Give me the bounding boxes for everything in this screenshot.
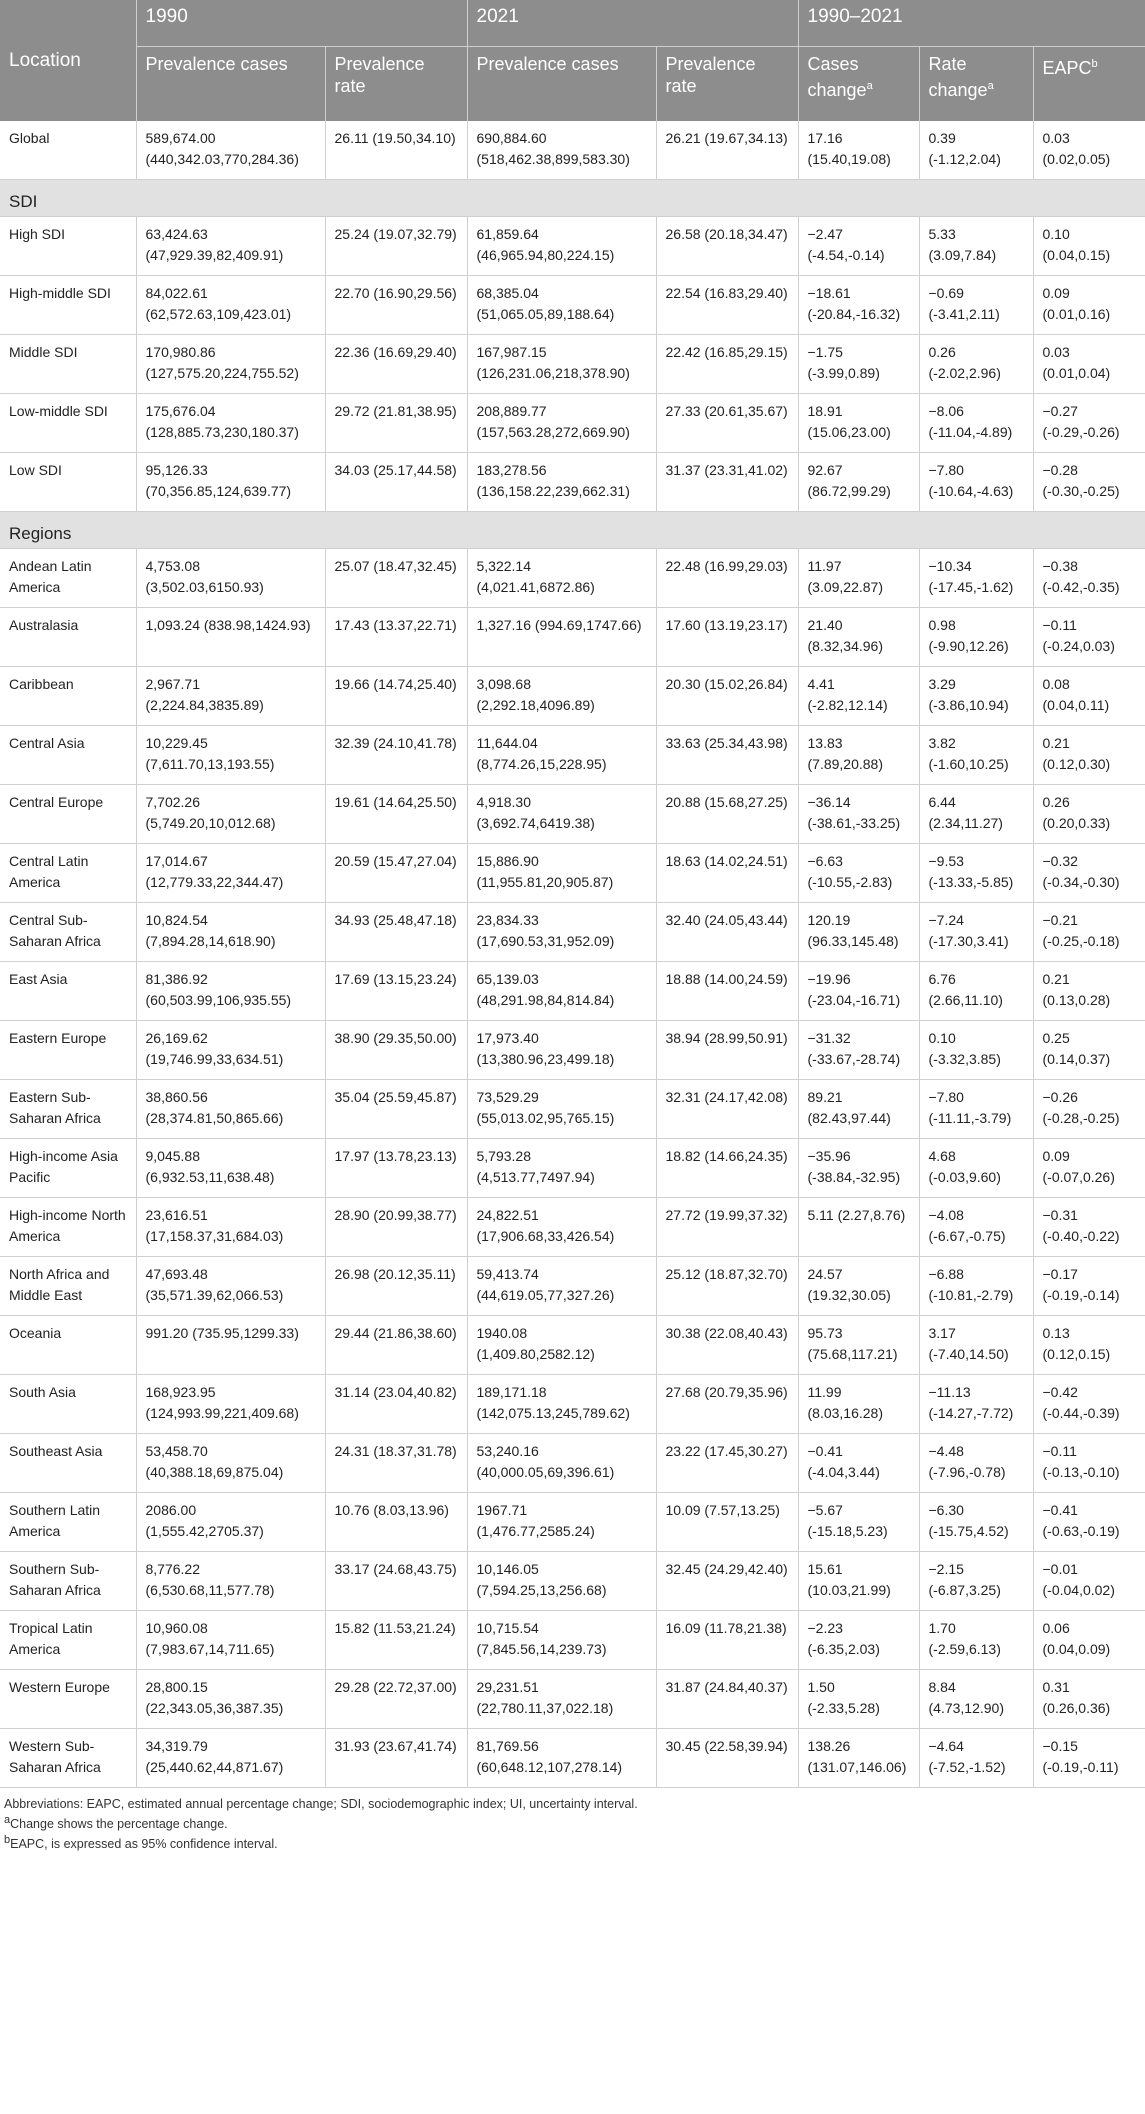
rate-1990-cell: 17.97 (13.78,23.13): [325, 1139, 467, 1198]
cases-change-cell: 95.73 (75.68,117.21): [798, 1316, 919, 1375]
footnote-b: $^b$EAPC, is expressed as 95% confidence interval.: [4, 1834, 278, 1852]
eapc-cell: 0.03 (0.02,0.05): [1033, 121, 1145, 180]
rate-2021-cell: 27.68 (20.79,35.96): [656, 1375, 798, 1434]
cases-change-cell: 21.40 (8.32,34.96): [798, 608, 919, 667]
cases-change-cell: 138.26 (131.07,146.06): [798, 1729, 919, 1788]
eapc-cell: −0.11 (-0.13,-0.10): [1033, 1434, 1145, 1493]
cases-2021-cell: 1,327.16 (994.69,1747.66): [467, 608, 656, 667]
location-cell: Southern Sub-Saharan Africa: [0, 1552, 136, 1611]
cases-2021-cell: 23,834.33 (17,690.53,31,952.09): [467, 903, 656, 962]
location-cell: Central Asia: [0, 726, 136, 785]
table-row: [0, 453, 1145, 512]
location-cell: Central Europe: [0, 785, 136, 844]
rate-1990-cell: 17.69 (13.15,23.24): [325, 962, 467, 1021]
rate-change-cell: −10.34 (-17.45,-1.62): [919, 549, 1033, 608]
rate-change-cell: 4.68 (-0.03,9.60): [919, 1139, 1033, 1198]
cases-change-cell: −2.47 (-4.54,-0.14): [798, 217, 919, 276]
cases-1990-cell: 81,386.92 (60,503.99,106,935.55): [136, 962, 325, 1021]
cases-2021-cell: 5,322.14 (4,021.41,6872.86): [467, 549, 656, 608]
rate-1990-cell: 25.24 (19.07,32.79): [325, 217, 467, 276]
rate-change-cell: −11.13 (-14.27,-7.72): [919, 1375, 1033, 1434]
rate-2021-cell: 18.63 (14.02,24.51): [656, 844, 798, 903]
cases-1990-cell: 63,424.63 (47,929.39,82,409.91): [136, 217, 325, 276]
eapc-cell: 0.09 (0.01,0.16): [1033, 276, 1145, 335]
year-1990-header: 1990: [136, 0, 467, 47]
cases-2021-cell: 81,769.56 (60,648.12,107,278.14): [467, 1729, 656, 1788]
rate-2021-cell: 26.21 (19.67,34.13): [656, 121, 798, 180]
cases-change-cell: −1.75 (-3.99,0.89): [798, 335, 919, 394]
cases-change-cell: 17.16 (15.40,19.08): [798, 121, 919, 180]
rate-change-cell: −9.53 (-13.33,-5.85): [919, 844, 1033, 903]
rate-change-cell: 3.82 (-1.60,10.25): [919, 726, 1033, 785]
location-cell: Caribbean: [0, 667, 136, 726]
rate-change-cell: 8.84 (4.73,12.90): [919, 1670, 1033, 1729]
rate-change-cell: 5.33 (3.09,7.84): [919, 217, 1033, 276]
location-cell: Eastern Sub-Saharan Africa: [0, 1080, 136, 1139]
eapc-cell: −0.01 (-0.04,0.02): [1033, 1552, 1145, 1611]
rate-1990-cell: 17.43 (13.37,22.71): [325, 608, 467, 667]
rate-1990-cell: 26.11 (19.50,34.10): [325, 121, 467, 180]
eapc-cell: −0.15 (-0.19,-0.11): [1033, 1729, 1145, 1788]
location-cell: Tropical Latin America: [0, 1611, 136, 1670]
cases-change-cell: 11.97 (3.09,22.87): [798, 549, 919, 608]
rate-1990-cell: 26.98 (20.12,35.11): [325, 1257, 467, 1316]
rate-1990-cell: 38.90 (29.35,50.00): [325, 1021, 467, 1080]
rate-change-cell: 3.17 (-7.40,14.50): [919, 1316, 1033, 1375]
cases-1990-cell: 47,693.48 (35,571.39,62,066.53): [136, 1257, 325, 1316]
cases-2021-cell: 15,886.90 (11,955.81,20,905.87): [467, 844, 656, 903]
table-footnotes: [0, 1788, 1145, 1852]
rate-change-cell: 3.29 (-3.86,10.94): [919, 667, 1033, 726]
cases-2021-cell: 189,171.18 (142,075.13,245,789.62): [467, 1375, 656, 1434]
rate-2021-cell: 31.37 (23.31,41.02): [656, 453, 798, 512]
cases-2021-cell: 3,098.68 (2,292.18,4096.89): [467, 667, 656, 726]
cases-2021-cell: 183,278.56 (136,158.22,239,662.31): [467, 453, 656, 512]
cases-2021-cell: 53,240.16 (40,000.05,69,396.61): [467, 1434, 656, 1493]
cases-change-cell: −31.32 (-33.67,-28.74): [798, 1021, 919, 1080]
location-cell: Western Europe: [0, 1670, 136, 1729]
table-row: [0, 903, 1145, 962]
location-header: Location: [0, 0, 136, 121]
cases-1990-cell: 38,860.56 (28,374.81,50,865.66): [136, 1080, 325, 1139]
rate-2021-cell: 20.88 (15.68,27.25): [656, 785, 798, 844]
eapc-cell: −0.26 (-0.28,-0.25): [1033, 1080, 1145, 1139]
change-period-header: 1990–2021: [798, 0, 1145, 47]
rate-2021-cell: 33.63 (25.34,43.98): [656, 726, 798, 785]
table-row: [0, 1139, 1145, 1198]
rate-2021-cell: 23.22 (17.45,30.27): [656, 1434, 798, 1493]
cases-1990-cell: 23,616.51 (17,158.37,31,684.03): [136, 1198, 325, 1257]
table-row: [0, 667, 1145, 726]
cases-1990-cell: 175,676.04 (128,885.73,230,180.37): [136, 394, 325, 453]
rate-change-cell: −0.69 (-3.41,2.11): [919, 276, 1033, 335]
table-row: [0, 1552, 1145, 1611]
cases-2021-cell: 1940.08 (1,409.80,2582.12): [467, 1316, 656, 1375]
cases-2021-cell: 690,884.60 (518,462.38,899,583.30): [467, 121, 656, 180]
cases-2021-cell: 10,146.05 (7,594.25,13,256.68): [467, 1552, 656, 1611]
rate-2021-cell: 17.60 (13.19,23.17): [656, 608, 798, 667]
table-row: [0, 1493, 1145, 1552]
rate-2021-cell: 30.38 (22.08,40.43): [656, 1316, 798, 1375]
cases-2021-cell: 208,889.77 (157,563.28,272,669.90): [467, 394, 656, 453]
rate-2021-cell: 25.12 (18.87,32.70): [656, 1257, 798, 1316]
eapc-cell: −0.38 (-0.42,-0.35): [1033, 549, 1145, 608]
cases-change-cell: −6.63 (-10.55,-2.83): [798, 844, 919, 903]
eapc-cell: −0.28 (-0.30,-0.25): [1033, 453, 1145, 512]
cases-change-cell: −0.41 (-4.04,3.44): [798, 1434, 919, 1493]
eapc-cell: −0.42 (-0.44,-0.39): [1033, 1375, 1145, 1434]
rate-1990-cell: 29.72 (21.81,38.95): [325, 394, 467, 453]
rate-2021-cell: 27.33 (20.61,35.67): [656, 394, 798, 453]
cases-change-cell: −19.96 (-23.04,-16.71): [798, 962, 919, 1021]
table-row: [0, 1611, 1145, 1670]
location-cell: High-income North America: [0, 1198, 136, 1257]
rate-2021-cell: 18.88 (14.00,24.59): [656, 962, 798, 1021]
cases-change-cell: −36.14 (-38.61,-33.25): [798, 785, 919, 844]
rate-2021-cell: 22.54 (16.83,29.40): [656, 276, 798, 335]
rate-1990-cell: 31.14 (23.04,40.82): [325, 1375, 467, 1434]
eapc-cell: 0.08 (0.04,0.11): [1033, 667, 1145, 726]
cases-2021-cell: 167,987.15 (126,231.06,218,378.90): [467, 335, 656, 394]
rate-1990-cell: 35.04 (25.59,45.87): [325, 1080, 467, 1139]
rate-1990-cell: 34.93 (25.48,47.18): [325, 903, 467, 962]
table-row: [0, 1316, 1145, 1375]
eapc-cell: 0.13 (0.12,0.15): [1033, 1316, 1145, 1375]
table-row: [0, 1198, 1145, 1257]
section-title: SDI: [0, 180, 1145, 217]
cases-change-cell: −2.23 (-6.35,2.03): [798, 1611, 919, 1670]
cases-change-cell: −35.96 (-38.84,-32.95): [798, 1139, 919, 1198]
rate-2021-cell: 32.40 (24.05,43.44): [656, 903, 798, 962]
table-row: [0, 121, 1145, 180]
rate-change-cell: 6.76 (2.66,11.10): [919, 962, 1033, 1021]
table-row: [0, 1434, 1145, 1493]
rate-2021-cell: 26.58 (20.18,34.47): [656, 217, 798, 276]
cases-1990-cell: 170,980.86 (127,575.20,224,755.52): [136, 335, 325, 394]
table-row: [0, 844, 1145, 903]
cases-2021-cell: 73,529.29 (55,013.02,95,765.15): [467, 1080, 656, 1139]
location-cell: East Asia: [0, 962, 136, 1021]
cases-change-cell: 1.50 (-2.33,5.28): [798, 1670, 919, 1729]
location-cell: Low SDI: [0, 453, 136, 512]
table-row: [0, 1021, 1145, 1080]
cases-change-cell: 4.41 (-2.82,12.14): [798, 667, 919, 726]
location-cell: Global: [0, 121, 136, 180]
table-body: [0, 121, 1145, 1788]
cases-1990-cell: 84,022.61 (62,572.63,109,423.01): [136, 276, 325, 335]
cases-1990-cell: 991.20 (735.95,1299.33): [136, 1316, 325, 1375]
rate-change-cell: −4.08 (-6.67,-0.75): [919, 1198, 1033, 1257]
table-row: [0, 1375, 1145, 1434]
rate-change-cell: 0.39 (-1.12,2.04): [919, 121, 1033, 180]
eapc-cell: 0.31 (0.26,0.36): [1033, 1670, 1145, 1729]
rate-1990-cell: 15.82 (11.53,21.24): [325, 1611, 467, 1670]
location-cell: Eastern Europe: [0, 1021, 136, 1080]
rate-change-cell: −7.80 (-11.11,-3.79): [919, 1080, 1033, 1139]
location-cell: Central Sub-Saharan Africa: [0, 903, 136, 962]
location-cell: North Africa and Middle East: [0, 1257, 136, 1316]
rate-1990-cell: 29.28 (22.72,37.00): [325, 1670, 467, 1729]
rate-1990-cell: 34.03 (25.17,44.58): [325, 453, 467, 512]
footnote-mark-a: a: [866, 80, 873, 92]
cases-change-cell: 11.99 (8.03,16.28): [798, 1375, 919, 1434]
rate-2021-cell: 16.09 (11.78,21.38): [656, 1611, 798, 1670]
rate-1990-cell: 10.76 (8.03,13.96): [325, 1493, 467, 1552]
eapc-header: EAPC$^b$: [1033, 47, 1145, 122]
cases-change-header: Cases change$^a$: [798, 47, 919, 122]
rate-change-cell: 0.10 (-3.32,3.85): [919, 1021, 1033, 1080]
location-cell: Low-middle SDI: [0, 394, 136, 453]
cases-2021-cell: 4,918.30 (3,692.74,6419.38): [467, 785, 656, 844]
rate-1990-cell: 22.70 (16.90,29.56): [325, 276, 467, 335]
cases-1990-cell: 8,776.22 (6,530.68,11,577.78): [136, 1552, 325, 1611]
cases-2021-cell: 65,139.03 (48,291.98,84,814.84): [467, 962, 656, 1021]
cases-2021-cell: 1967.71 (1,476.77,2585.24): [467, 1493, 656, 1552]
rate-change-cell: −7.24 (-17.30,3.41): [919, 903, 1033, 962]
rate-change-cell: −7.80 (-10.64,-4.63): [919, 453, 1033, 512]
location-cell: Southern Latin America: [0, 1493, 136, 1552]
eapc-cell: −0.17 (-0.19,-0.14): [1033, 1257, 1145, 1316]
rate-1990-cell: 19.66 (14.74,25.40): [325, 667, 467, 726]
cases-1990-cell: 10,229.45 (7,611.70,13,193.55): [136, 726, 325, 785]
rate-change-cell: −6.30 (-15.75,4.52): [919, 1493, 1033, 1552]
rate-change-cell: 0.98 (-9.90,12.26): [919, 608, 1033, 667]
cases-1990-cell: 2,967.71 (2,224.84,3835.89): [136, 667, 325, 726]
rate-change-cell: −4.64 (-7.52,-1.52): [919, 1729, 1033, 1788]
footnote-mark-a: a: [987, 80, 994, 92]
prev-rate-1990-header: Prevalence rate: [325, 47, 467, 122]
rate-1990-cell: 31.93 (23.67,41.74): [325, 1729, 467, 1788]
cases-2021-cell: 68,385.04 (51,065.05,89,188.64): [467, 276, 656, 335]
location-cell: Oceania: [0, 1316, 136, 1375]
rate-1990-cell: 28.90 (20.99,38.77): [325, 1198, 467, 1257]
cases-1990-cell: 26,169.62 (19,746.99,33,634.51): [136, 1021, 325, 1080]
rate-2021-cell: 30.45 (22.58,39.94): [656, 1729, 798, 1788]
cases-2021-cell: 59,413.74 (44,619.05,77,327.26): [467, 1257, 656, 1316]
eapc-cell: 0.21 (0.13,0.28): [1033, 962, 1145, 1021]
cases-change-cell: 24.57 (19.32,30.05): [798, 1257, 919, 1316]
cases-change-cell: 120.19 (96.33,145.48): [798, 903, 919, 962]
rate-2021-cell: 10.09 (7.57,13.25): [656, 1493, 798, 1552]
rate-change-cell: −2.15 (-6.87,3.25): [919, 1552, 1033, 1611]
location-cell: Southeast Asia: [0, 1434, 136, 1493]
location-cell: Australasia: [0, 608, 136, 667]
location-cell: High-income Asia Pacific: [0, 1139, 136, 1198]
section-row: [0, 180, 1145, 217]
rate-1990-cell: 32.39 (24.10,41.78): [325, 726, 467, 785]
footnote-a: $^a$Change shows the percentage change.: [4, 1814, 228, 1832]
rate-1990-cell: 33.17 (24.68,43.75): [325, 1552, 467, 1611]
table-row: [0, 1257, 1145, 1316]
cases-1990-cell: 4,753.08 (3,502.03,6150.93): [136, 549, 325, 608]
cases-change-cell: −18.61 (-20.84,-16.32): [798, 276, 919, 335]
table-row: [0, 217, 1145, 276]
table-row: [0, 726, 1145, 785]
rate-change-cell: 6.44 (2.34,11.27): [919, 785, 1033, 844]
rate-2021-cell: 32.45 (24.29,42.40): [656, 1552, 798, 1611]
table-row: [0, 549, 1145, 608]
location-cell: Middle SDI: [0, 335, 136, 394]
cases-1990-cell: 9,045.88 (6,932.53,11,638.48): [136, 1139, 325, 1198]
location-cell: High-middle SDI: [0, 276, 136, 335]
eapc-cell: −0.41 (-0.63,-0.19): [1033, 1493, 1145, 1552]
rate-change-cell: 1.70 (-2.59,6.13): [919, 1611, 1033, 1670]
cases-1990-cell: 28,800.15 (22,343.05,36,387.35): [136, 1670, 325, 1729]
cases-2021-cell: 11,644.04 (8,774.26,15,228.95): [467, 726, 656, 785]
rate-change-cell: 0.26 (-2.02,2.96): [919, 335, 1033, 394]
rate-1990-cell: 25.07 (18.47,32.45): [325, 549, 467, 608]
eapc-cell: 0.09 (-0.07,0.26): [1033, 1139, 1145, 1198]
section-row: [0, 512, 1145, 549]
cases-1990-cell: 1,093.24 (838.98,1424.93): [136, 608, 325, 667]
rate-2021-cell: 32.31 (24.17,42.08): [656, 1080, 798, 1139]
cases-2021-cell: 5,793.28 (4,513.77,7497.94): [467, 1139, 656, 1198]
cases-change-cell: 18.91 (15.06,23.00): [798, 394, 919, 453]
rate-change-cell: −4.48 (-7.96,-0.78): [919, 1434, 1033, 1493]
rate-change-cell: −8.06 (-11.04,-4.89): [919, 394, 1033, 453]
location-cell: Western Sub-Saharan Africa: [0, 1729, 136, 1788]
table-row: [0, 335, 1145, 394]
cases-2021-cell: 24,822.51 (17,906.68,33,426.54): [467, 1198, 656, 1257]
rate-2021-cell: 38.94 (28.99,50.91): [656, 1021, 798, 1080]
location-cell: High SDI: [0, 217, 136, 276]
table-row: [0, 785, 1145, 844]
cases-1990-cell: 95,126.33 (70,356.85,124,639.77): [136, 453, 325, 512]
eapc-cell: −0.27 (-0.29,-0.26): [1033, 394, 1145, 453]
cases-1990-cell: 17,014.67 (12,779.33,22,344.47): [136, 844, 325, 903]
cases-2021-cell: 61,859.64 (46,965.94,80,224.15): [467, 217, 656, 276]
eapc-cell: 0.26 (0.20,0.33): [1033, 785, 1145, 844]
cases-change-cell: 89.21 (82.43,97.44): [798, 1080, 919, 1139]
cases-1990-cell: 53,458.70 (40,388.18,69,875.04): [136, 1434, 325, 1493]
year-2021-header: 2021: [467, 0, 798, 47]
eapc-cell: −0.32 (-0.34,-0.30): [1033, 844, 1145, 903]
eapc-cell: 0.21 (0.12,0.30): [1033, 726, 1145, 785]
eapc-cell: −0.31 (-0.40,-0.22): [1033, 1198, 1145, 1257]
prev-cases-1990-header: Prevalence cases: [136, 47, 325, 122]
eapc-cell: −0.11 (-0.24,0.03): [1033, 608, 1145, 667]
cases-2021-cell: 10,715.54 (7,845.56,14,239.73): [467, 1611, 656, 1670]
rate-change-header: Rate change$^a$: [919, 47, 1033, 122]
cases-1990-cell: 34,319.79 (25,440.62,44,871.67): [136, 1729, 325, 1788]
table-header: [0, 0, 1145, 121]
cases-change-cell: 92.67 (86.72,99.29): [798, 453, 919, 512]
table-row: [0, 1670, 1145, 1729]
table-row: [0, 608, 1145, 667]
cases-2021-cell: 29,231.51 (22,780.11,37,022.18): [467, 1670, 656, 1729]
cases-1990-cell: 168,923.95 (124,993.99,221,409.68): [136, 1375, 325, 1434]
table-row: [0, 962, 1145, 1021]
location-cell: Andean Latin America: [0, 549, 136, 608]
rate-1990-cell: 29.44 (21.86,38.60): [325, 1316, 467, 1375]
eapc-cell: 0.03 (0.01,0.04): [1033, 335, 1145, 394]
cases-1990-cell: 10,824.54 (7,894.28,14,618.90): [136, 903, 325, 962]
rate-1990-cell: 22.36 (16.69,29.40): [325, 335, 467, 394]
eapc-cell: −0.21 (-0.25,-0.18): [1033, 903, 1145, 962]
rate-2021-cell: 27.72 (19.99,37.32): [656, 1198, 798, 1257]
rate-2021-cell: 31.87 (24.84,40.37): [656, 1670, 798, 1729]
cases-1990-cell: 2086.00 (1,555.42,2705.37): [136, 1493, 325, 1552]
prev-cases-2021-header: Prevalence cases: [467, 47, 656, 122]
location-cell: Central Latin America: [0, 844, 136, 903]
prev-rate-2021-header: Prevalence rate: [656, 47, 798, 122]
cases-1990-cell: 10,960.08 (7,983.67,14,711.65): [136, 1611, 325, 1670]
cases-change-cell: −5.67 (-15.18,5.23): [798, 1493, 919, 1552]
section-title: Regions: [0, 512, 1145, 549]
rate-2021-cell: 18.82 (14.66,24.35): [656, 1139, 798, 1198]
rate-2021-cell: 22.42 (16.85,29.15): [656, 335, 798, 394]
location-cell: South Asia: [0, 1375, 136, 1434]
rate-2021-cell: 22.48 (16.99,29.03): [656, 549, 798, 608]
table-row: [0, 1729, 1145, 1788]
eapc-cell: 0.06 (0.04,0.09): [1033, 1611, 1145, 1670]
footnote-mark-b: b: [1091, 58, 1098, 70]
cases-1990-cell: 7,702.26 (5,749.20,10,012.68): [136, 785, 325, 844]
cases-change-cell: 15.61 (10.03,21.99): [798, 1552, 919, 1611]
table-row: [0, 276, 1145, 335]
abbreviations-note: Abbreviations: EAPC, estimated annual percentage change; SDI, sociodemographic index; UI, uncertainty interval.: [4, 1797, 638, 1811]
table-row: [0, 394, 1145, 453]
cases-change-cell: 13.83 (7.89,20.88): [798, 726, 919, 785]
rate-2021-cell: 20.30 (15.02,26.84): [656, 667, 798, 726]
rate-1990-cell: 20.59 (15.47,27.04): [325, 844, 467, 903]
rate-change-cell: −6.88 (-10.81,-2.79): [919, 1257, 1033, 1316]
cases-1990-cell: 589,674.00 (440,342.03,770,284.36): [136, 121, 325, 180]
cases-change-cell: 5.11 (2.27,8.76): [798, 1198, 919, 1257]
table-row: [0, 1080, 1145, 1139]
cases-2021-cell: 17,973.40 (13,380.96,23,499.18): [467, 1021, 656, 1080]
eapc-cell: 0.10 (0.04,0.15): [1033, 217, 1145, 276]
eapc-cell: 0.25 (0.14,0.37): [1033, 1021, 1145, 1080]
rate-1990-cell: 19.61 (14.64,25.50): [325, 785, 467, 844]
rate-1990-cell: 24.31 (18.37,31.78): [325, 1434, 467, 1493]
